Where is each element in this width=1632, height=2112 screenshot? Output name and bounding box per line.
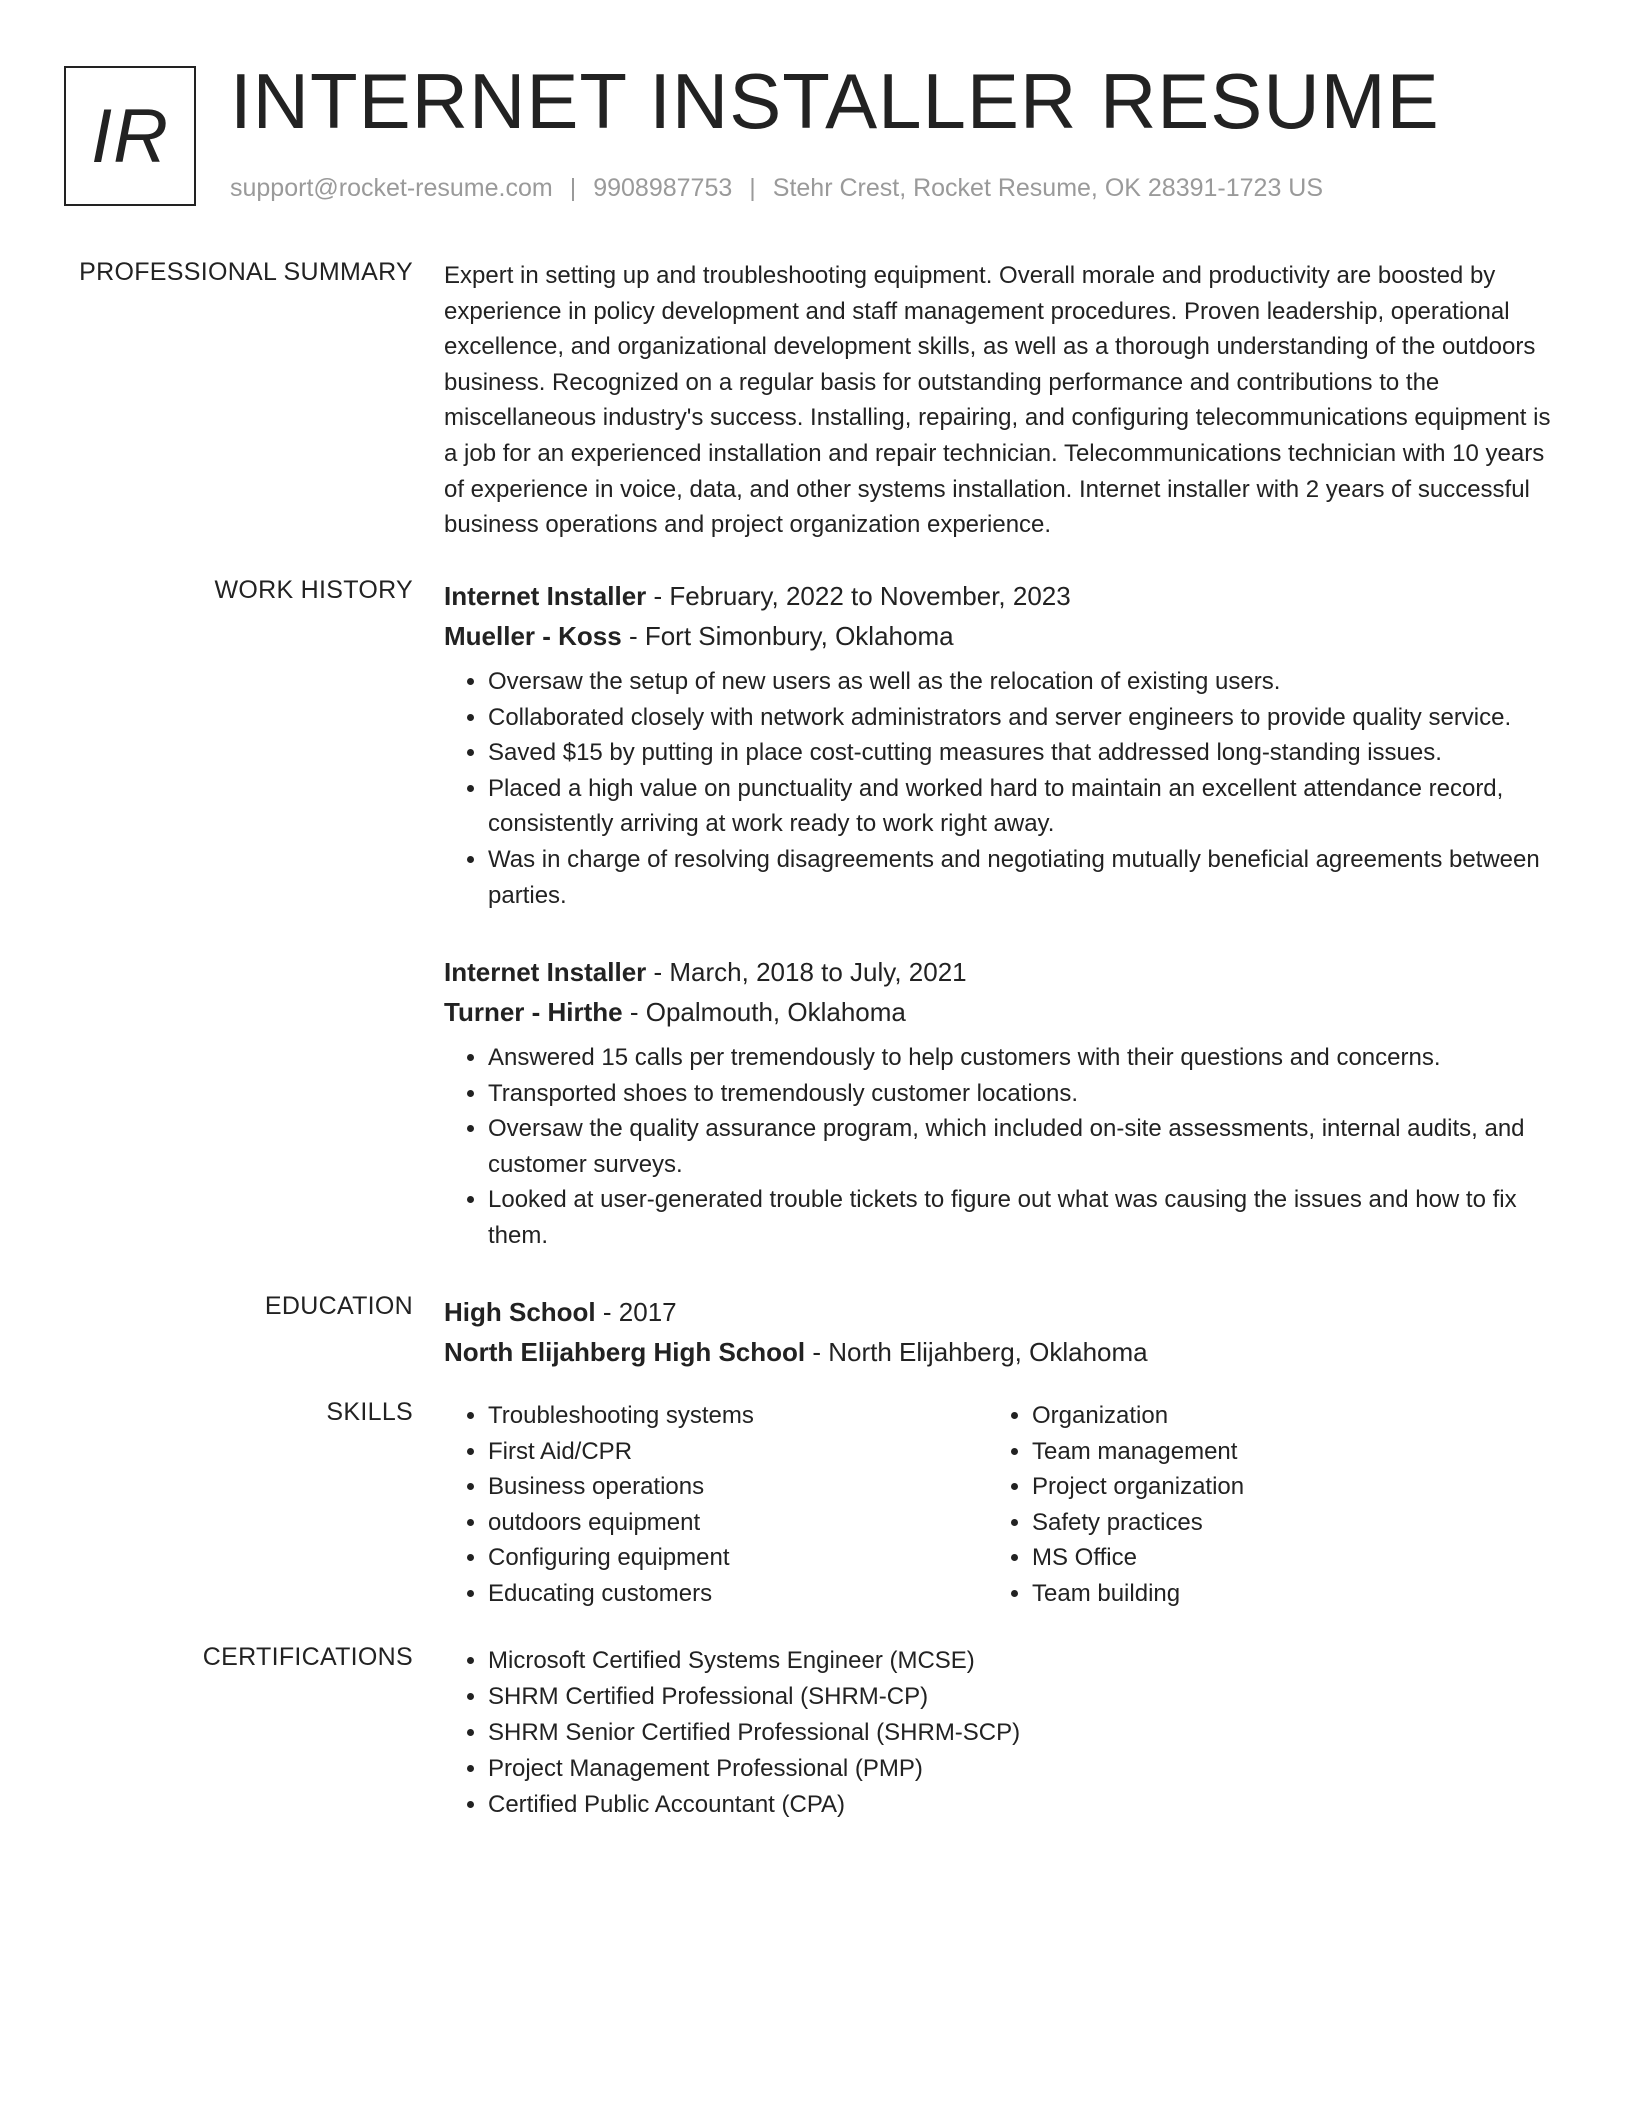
skills-columns	[444, 1398, 1556, 1612]
list-item: • Placed a high value on punctuality and worked hard to maintain an excellent attendance record, consistently arriving at work ready to work right away.	[488, 771, 1556, 842]
job-title-line	[444, 576, 1556, 616]
job-dates: - February, 2022 to November, 2023	[646, 581, 1071, 611]
list-item: • SHRM Certified Professional (SHRM-CP)	[488, 1679, 1556, 1715]
education-degree: High School	[444, 1297, 596, 1327]
section-label-skills: SKILLS	[326, 1398, 413, 1426]
certifications-content	[444, 1643, 1556, 1823]
contact-separator: |	[569, 174, 577, 202]
education-location: - North Elijahberg, Oklahoma	[805, 1337, 1148, 1367]
job-bullets	[444, 664, 1556, 913]
section-label-certifications: CERTIFICATIONS	[202, 1643, 413, 1671]
list-item: • Team building	[1032, 1576, 1532, 1612]
list-item: • Oversaw the quality assurance program, which included on-site assessments, internal audits, and customer surveys.	[488, 1111, 1556, 1182]
skills-list-right	[988, 1398, 1532, 1612]
contact-line	[230, 174, 1323, 203]
job-entry	[444, 576, 1556, 913]
work-content-2	[444, 952, 1556, 1254]
education-school: North Elijahberg High School	[444, 1337, 806, 1367]
contact-address: Stehr Crest, Rocket Resume, OK 28391-1723 US	[772, 174, 1324, 202]
list-item: • Configuring equipment	[488, 1540, 988, 1576]
job-company-line	[444, 616, 1556, 656]
work-content	[444, 576, 1556, 913]
job-dates: - March, 2018 to July, 2021	[646, 957, 967, 987]
list-item: • SHRM Senior Certified Professional (SHRM-SCP)	[488, 1715, 1556, 1751]
job-company: Turner - Hirthe	[444, 997, 623, 1027]
education-degree-line	[444, 1292, 1556, 1332]
list-item: • Looked at user-generated trouble tickets to figure out what was causing the issues and how to fix them.	[488, 1182, 1556, 1253]
education-year: - 2017	[595, 1297, 677, 1327]
list-item: • MS Office	[1032, 1540, 1532, 1576]
monogram-logo: IR	[64, 66, 196, 206]
job-title: Internet Installer	[444, 957, 647, 987]
summary-text: Expert in setting up and troubleshooting equipment. Overall morale and productivity are boosted by experience in policy development and staff management procedures. Proven leadership, operational excellence, and organizational development skills, as well as a thorough understanding of the outdoors business. Recognized on a regular basis for outstanding performance and contributions to the miscellaneous industry's success. Installing, repairing, and configuring telecommunications equipment is a job for an experienced installation and repair technician. Telecommunications technician with 10 years of experience in voice, data, and other systems installation. Internet installer with 2 years of successful business operations and project organization experience.	[444, 262, 1551, 539]
list-item: • outdoors equipment	[488, 1505, 988, 1541]
list-item: • Project Management Professional (PMP)	[488, 1751, 1556, 1787]
resume-title: INTERNET INSTALLER RESUME	[230, 57, 1440, 145]
section-label-work: WORK HISTORY	[214, 576, 413, 604]
skills-list-left	[444, 1398, 988, 1612]
skills-content	[444, 1398, 1556, 1612]
job-company-line	[444, 992, 1556, 1032]
list-item: • Team management	[1032, 1434, 1532, 1470]
contact-email: support@rocket-resume.com	[230, 174, 553, 202]
contact-separator: |	[749, 174, 756, 202]
job-title-line	[444, 952, 1556, 992]
list-item: • Microsoft Certified Systems Engineer (MCSE)	[488, 1643, 1556, 1679]
list-item: • Troubleshooting systems	[488, 1398, 988, 1434]
list-item: • Safety practices	[1032, 1505, 1532, 1541]
education-content	[444, 1292, 1556, 1372]
education-school-line	[444, 1332, 1556, 1372]
list-item: • Was in charge of resolving disagreements and negotiating mutually beneficial agreements between parties.	[488, 842, 1556, 913]
job-title: Internet Installer	[444, 581, 647, 611]
job-location: - Opalmouth, Oklahoma	[622, 997, 906, 1027]
list-item: • Transported shoes to tremendously customer locations.	[488, 1076, 1556, 1112]
list-item: • Answered 15 calls per tremendously to help customers with their questions and concerns.	[488, 1040, 1556, 1076]
certifications-list	[444, 1643, 1556, 1823]
list-item: • Oversaw the setup of new users as well as the relocation of existing users.	[488, 664, 1556, 700]
job-bullets	[444, 1040, 1556, 1254]
job-entry	[444, 952, 1556, 1254]
list-item: • Saved $15 by putting in place cost-cutting measures that addressed long-standing issues.	[488, 735, 1556, 771]
job-location: - Fort Simonbury, Oklahoma	[621, 621, 954, 651]
job-company: Mueller - Koss	[444, 621, 622, 651]
contact-phone: 9908987753	[593, 174, 733, 202]
list-item: • Certified Public Accountant (CPA)	[488, 1787, 1556, 1823]
list-item: • Business operations	[488, 1469, 988, 1505]
section-label-summary: PROFESSIONAL SUMMARY	[79, 258, 413, 286]
list-item: • Organization	[1032, 1398, 1532, 1434]
list-item: • Collaborated closely with network administrators and server engineers to provide quality service.	[488, 700, 1556, 736]
list-item: • Educating customers	[488, 1576, 988, 1612]
section-label-education: EDUCATION	[264, 1292, 413, 1320]
list-item: • First Aid/CPR	[488, 1434, 988, 1470]
summary-content	[444, 258, 1556, 543]
list-item: • Project organization	[1032, 1469, 1532, 1505]
